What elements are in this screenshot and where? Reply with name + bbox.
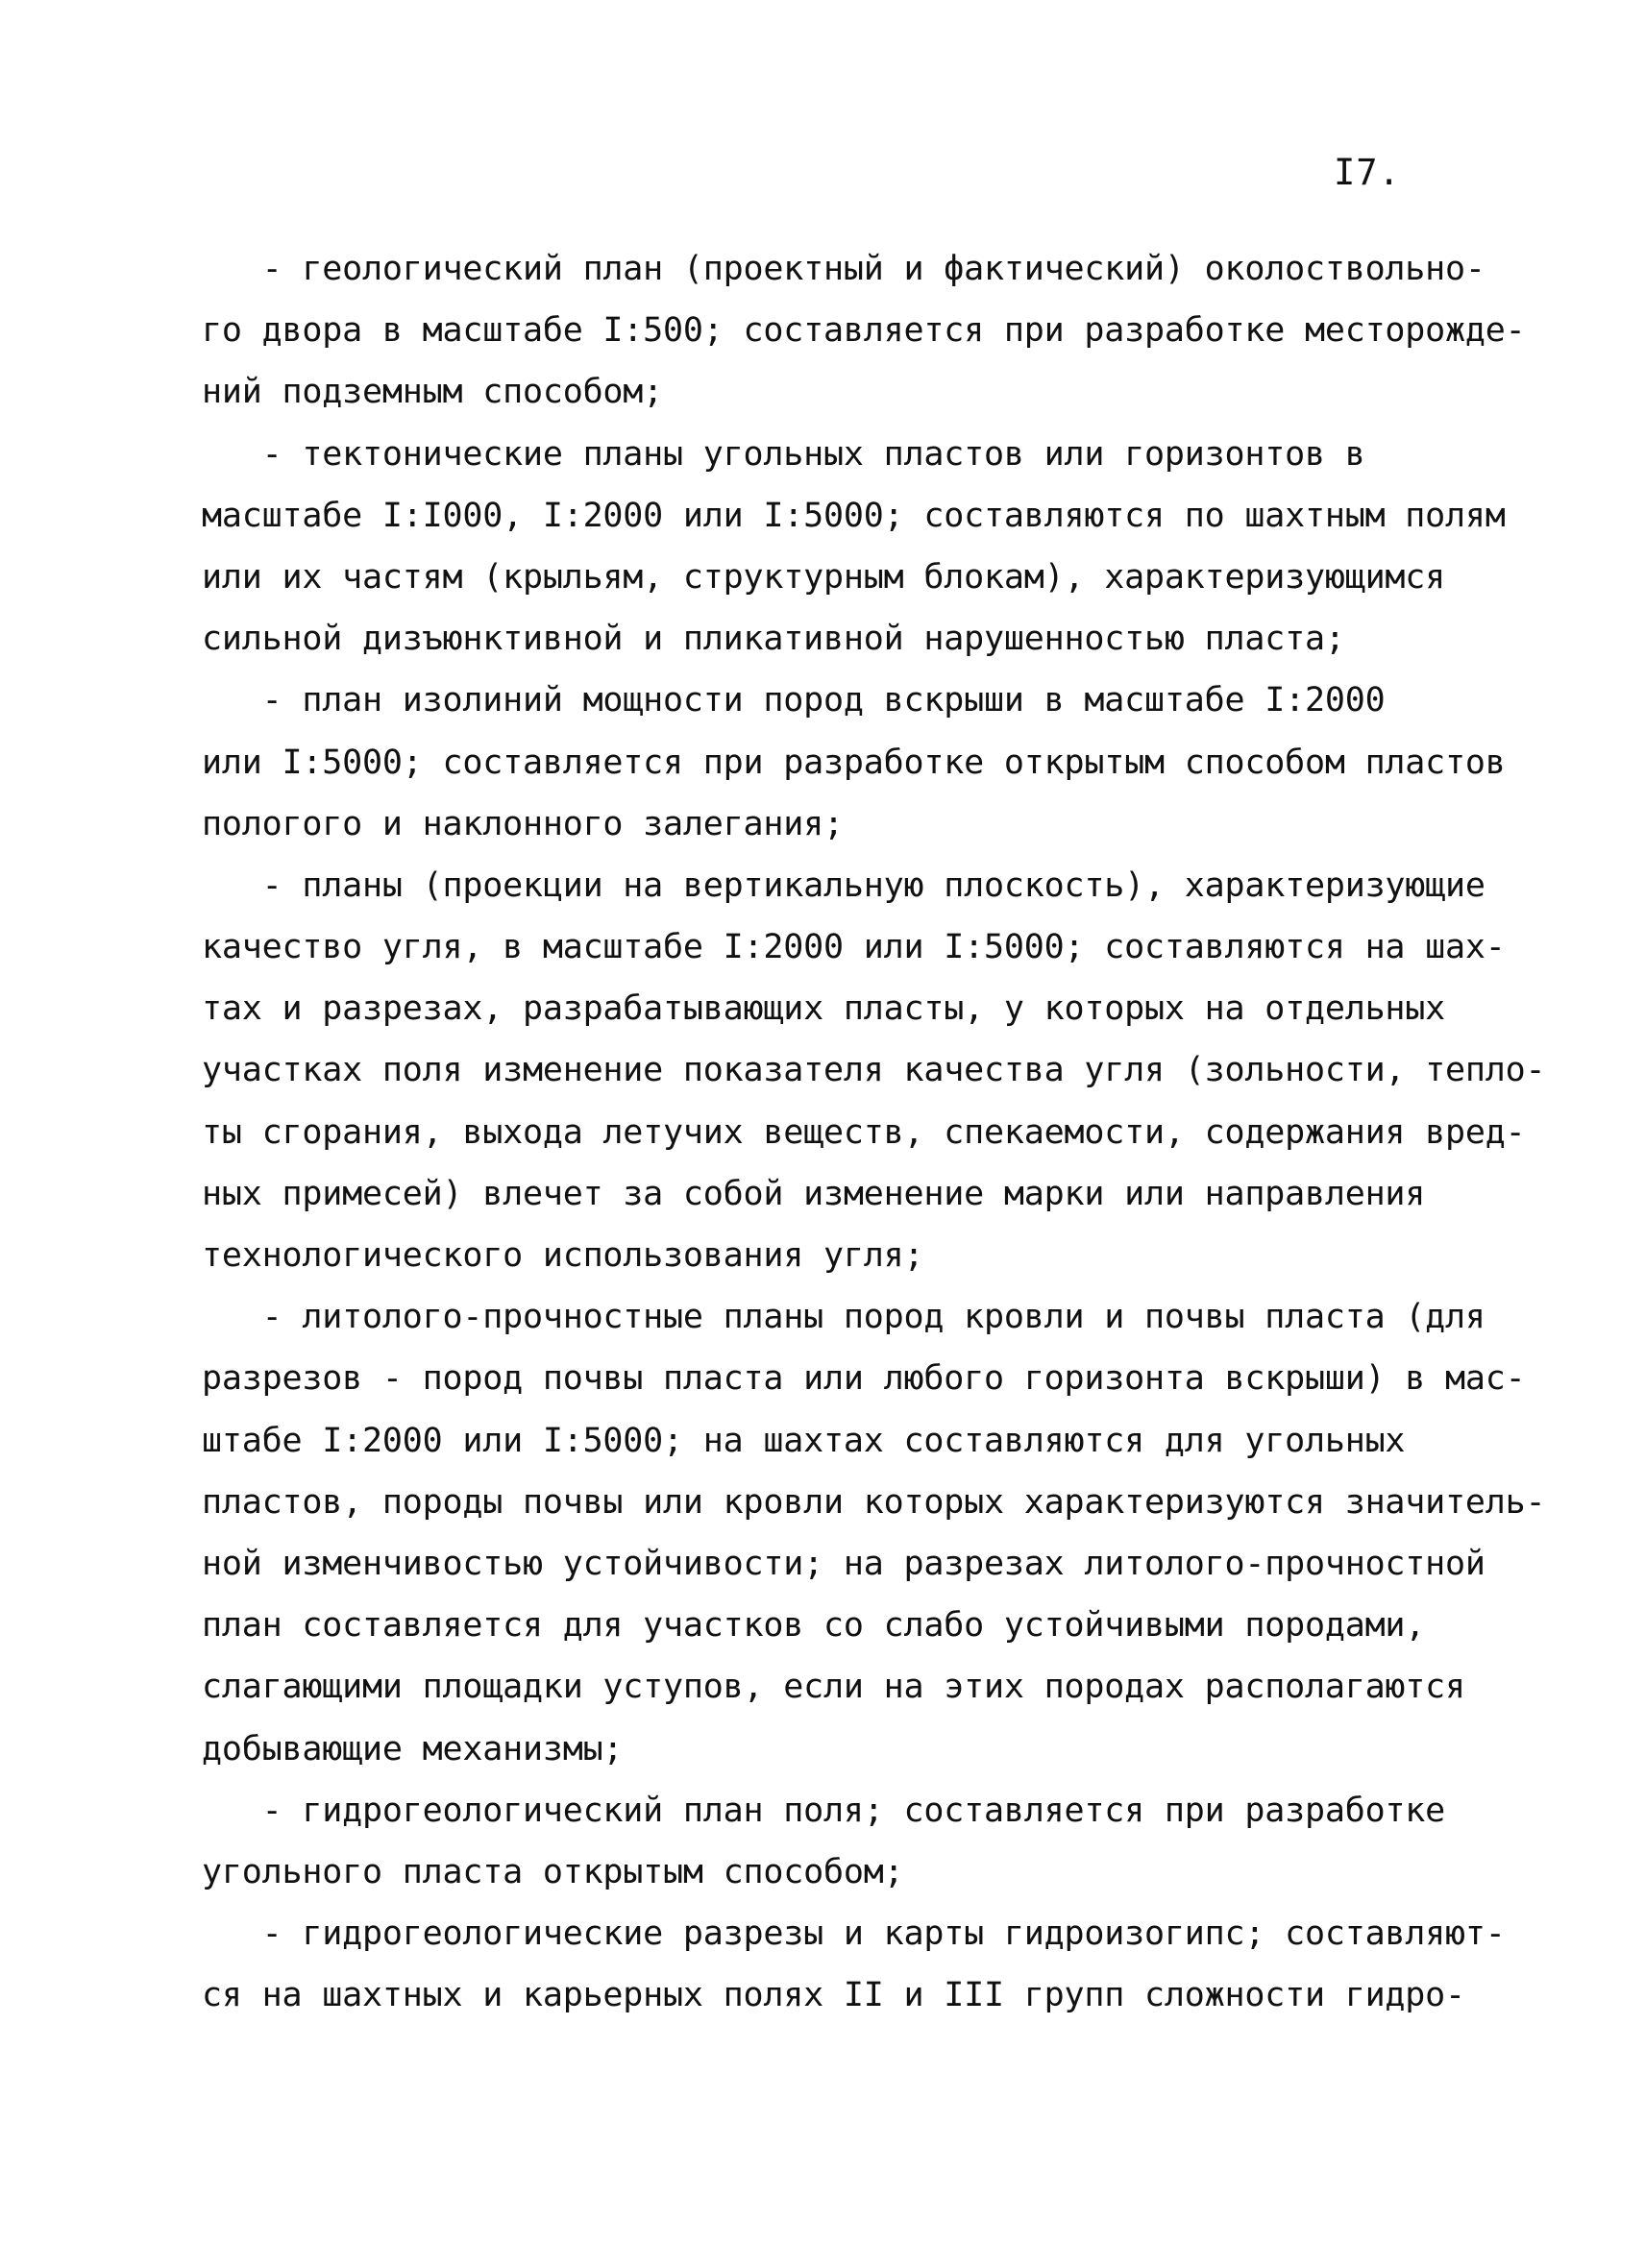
text-line: угольного пласта открытым способом;: [202, 1852, 904, 1891]
text-line: - гидрогеологический план поля; составляется при разработке: [202, 1791, 1446, 1830]
text-line: ся на шахтных и карьерных полях II и III групп сложности гидро-: [202, 1976, 1465, 2015]
text-line: штабе I:2000 или I:5000; на шахтах составляются для угольных: [202, 1421, 1406, 1460]
text-line: - план изолиний мощности пород вскрыши в масштабе I:2000: [202, 681, 1386, 720]
text-line: ний подземным способом;: [202, 373, 664, 412]
text-line: го двора в масштабе I:500; составляется при разработке месторожде-: [202, 311, 1526, 351]
text-line: - геологический план (проектный и фактический) околоствольно-: [202, 250, 1485, 288]
text-line: ты сгорания, выхода летучих веществ, спекаемости, содержания вред-: [202, 1112, 1526, 1152]
text-line: участках поля изменение показателя качества угля (зольности, тепло-: [202, 1051, 1546, 1090]
text-line: слагающими площадки уступов, если на этих породах располагаются: [202, 1668, 1465, 1707]
text-line: или I:5000; составляется при разработке открытым способом пластов: [202, 743, 1506, 782]
text-line: добывающие механизмы;: [202, 1729, 624, 1768]
text-line: - гидрогеологические разрезы и карты гидроизогипс; составляют-: [202, 1914, 1506, 1954]
text-line: - литолого-прочностные планы пород кровли и почвы пласта (для: [202, 1298, 1485, 1337]
text-line: - тектонические планы угольных пластов или горизонтов в: [202, 434, 1365, 474]
text-line: сильной дизъюнктивной и пликативной нарушенностью пласта;: [202, 620, 1345, 659]
text-line: ной изменчивостью устойчивости; на разрезах литолого-прочностной: [202, 1544, 1485, 1583]
text-line: или их частям (крыльям, структурным блокам), характеризующимся: [202, 557, 1446, 597]
text-line: ных примесей) влечет за собой изменение марки или направления: [202, 1174, 1426, 1213]
text-line: - планы (проекции на вертикальную плоскость), характеризующие: [202, 866, 1485, 905]
text-line: пологого и наклонного залегания;: [202, 804, 844, 843]
text-line: пластов, породы почвы или кровли которых характеризуются значитель-: [202, 1482, 1546, 1522]
page-number: I7.: [1334, 152, 1401, 193]
text-line: тах и разрезах, разрабатывающих пласты, у которых на отдельных: [202, 989, 1446, 1029]
body-text: [202, 238, 1546, 2026]
text-line: качество угля, в масштабе I:2000 или I:5000; составляются на шах-: [202, 928, 1506, 967]
text-line: план составляется для участков со слабо устойчивыми породами,: [202, 1606, 1426, 1646]
text-line: масштабе I:I000, I:2000 или I:5000; составляются по шахтным полям: [202, 496, 1506, 535]
text-line: технологического использования угля;: [202, 1236, 924, 1275]
text-line: разрезов - пород почвы пласта или любого горизонта вскрыши) в мас-: [202, 1359, 1526, 1399]
